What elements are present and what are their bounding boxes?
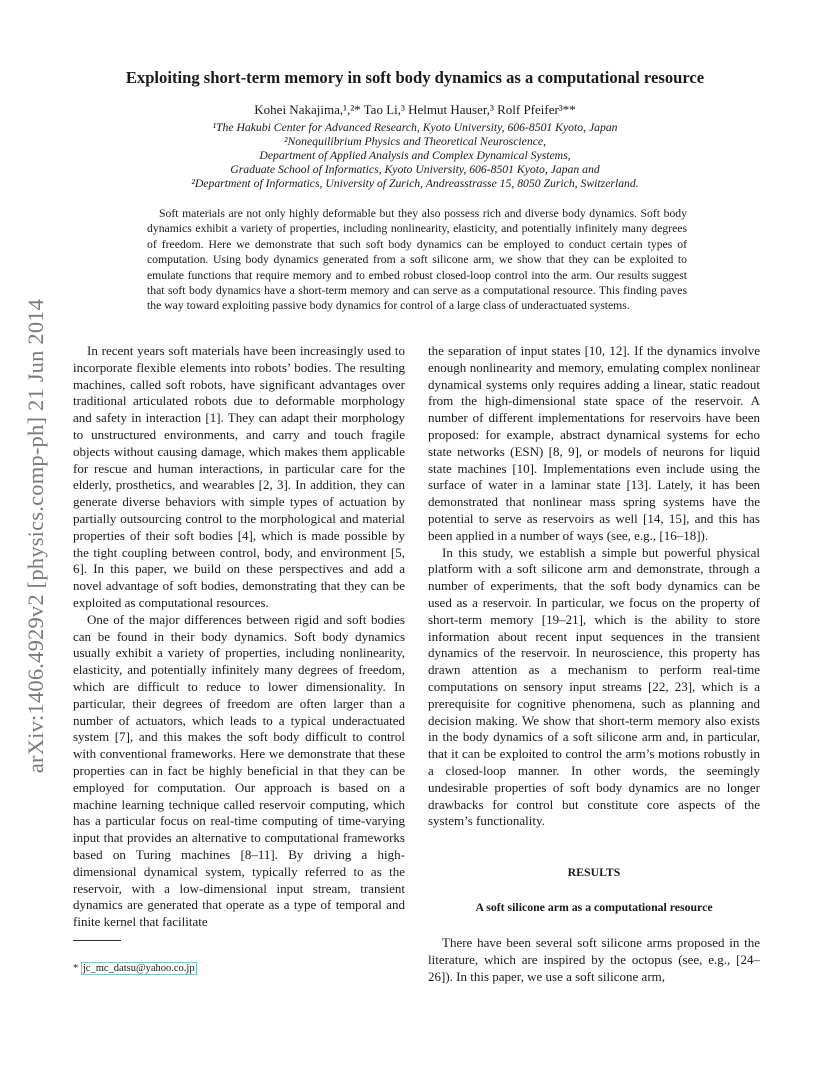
paragraph-intro-1: In recent years soft materials have been increasingly used to incorporate flexible elements into robots’ bodies. The resulting machines, called soft robots, have significant advantages over traditional articulated robots due to deformable morphology and safety in interaction [1]. They can adapt their morphology to unstructured environments, and carry and touch fragile objects without causing damage, which makes them applicable for rescue and human interactions, in particular care for the elderly, prosthetics, and wearables [2, 3]. In addition, they can generate diverse behaviors with simple types of actuation by partially outsourcing control to the morphological and material properties of their soft bodies [4], which is made possible by the tight coupling between control, body, and environment [5, 6]. In this paper, we build on these perspectives and add a novel advantage of soft bodies, demonstrating that they can be exploited as computational resources. <box>73 343 405 610</box>
paragraph-results-1: There have been several soft silicone arms proposed in the literature, which are inspired by the octopus (see, e.g., [24–26]). In this paper, we use a soft silicone arm, <box>428 935 760 984</box>
subsection-heading: A soft silicone arm as a computational resource <box>475 900 713 914</box>
affiliation-4: Graduate School of Informatics, Kyoto University, 606-8501 Kyoto, Japan and <box>230 163 600 176</box>
footnote: * jc_mc_datsu@yahoo.co.jp <box>73 963 195 974</box>
paper-title: Exploiting short-term memory in soft body dynamics as a computational resource <box>125 68 705 87</box>
right-column <box>428 343 760 830</box>
paragraph-intro-2: One of the major differences between rigid and soft bodies can be found in their body dynamics. Soft body dynamics usually exhibit a variety of properties, including nonlinearity, elasticity, and potentially infinitely many degrees of freedom, which are difficult to reduce to lower dimensionality. In particular, their degrees of freedom are often larger than a number of actuators, which leads to a typical underactuated system [7], and this makes the soft body difficult to control with conventional frameworks. Here we demonstrate that these properties can in fact be highly beneficial in that they can be employed for computation. Our approach is based on a machine learning technique called reservoir computing, which has a particular focus on real-time computing of time-varying input that provides an alternative to computational frameworks based on Turing machines [8–11]. By driving a high-dimensional dynamical system, typically referred to as the reservoir, with a low-dimensional input stream, transient dynamics are generated that operate as a type of temporal and finite kernel that facilitate <box>73 611 405 930</box>
right-column-lower <box>428 935 760 985</box>
footnote-rule <box>73 940 121 941</box>
arxiv-stamp-text: arXiv:1406.4929v2 [physics.comp-ph] 21 Jun 2014 <box>23 298 48 774</box>
paragraph-intro-3: the separation of input states [10, 12]. If the dynamics involve enough nonlinearity and memory, emulating complex nonlinear dynamical systems only requires adding a linear, static readout from the high-dimensional state space of the reservoir. A number of different implementations for reservoirs have been proposed: for example, abstract dynamical systems for echo state networks (ESN) [8, 9], or models of neurons for liquid state machines [10]. Implementations even include using the surface of water in a laminar state [13]. Lately, it has been demonstrated that nonlinear mass spring systems have the potential to serve as reservoirs as well [14, 15], and this has been applied in a number of ways (see, e.g., [16–18]). <box>428 343 760 543</box>
arxiv-stamp <box>24 246 48 826</box>
paragraph-intro-4: In this study, we establish a simple but powerful physical platform with a soft silicone arm and demonstrate, through a number of experiments, that the soft body dynamics can be used as a reservoir. In particular, we focus on the property of short-term memory [19–21], which is the ability to store information about recent input sequences in the transient dynamics of the reservoir. In neuroscience, this property has drawn attention as a mechanism to perform real-time computations on sensory input streams [22, 23], which is a prerequisite for cognitive phenomena, such as planning and decision making. We show that short-term memory also exists in the body dynamics of a soft silicone arm and, in particular, that it can be exploited to control the arm’s motions robustly in a closed-loop manner. In other words, the seemingly undesirable properties of soft body dynamics are no longer drawbacks for control but constitute core aspects of the system’s functionality. <box>428 544 760 829</box>
email-link[interactable]: jc_mc_datsu@yahoo.co.jp <box>82 963 195 974</box>
left-column <box>73 343 405 931</box>
section-heading: RESULTS <box>567 865 621 879</box>
affiliation-2: ²Nonequilibrium Physics and Theoretical Neuroscience, <box>284 135 546 148</box>
affiliation-3: Department of Applied Analysis and Complex Dynamical Systems, <box>259 149 571 162</box>
affiliation-5: ²Department of Informatics, University of Zurich, Andreasstrasse 15, 8050 Zurich, Switzerland. <box>191 177 639 190</box>
abstract: Soft materials are not only highly deformable but they also possess rich and diverse body dynamics. Soft body dynamics exhibit a variety of properties, including nonlinearity, elasticity, and potentially infinitely many degrees of freedom. Here we demonstrate that such soft body dynamics can be employed to conduct certain types of computation. Using body dynamics generated from a soft silicone arm, we show that they can be exploited to emulate functions that require memory and to embed robust closed-loop control into the arm. Our results suggest that soft body dynamics have a short-term memory and can serve as a computational resource. This finding paves the way toward exploiting passive body dynamics for control of a large class of underactuated systems. <box>147 207 687 313</box>
author-list: Kohei Nakajima,¹,²* Tao Li,³ Helmut Hauser,³ Rolf Pfeifer³** <box>254 102 576 117</box>
affiliation-1: ¹The Hakubi Center for Advanced Research, Kyoto University, 606-8501 Kyoto, Japan <box>212 121 618 134</box>
